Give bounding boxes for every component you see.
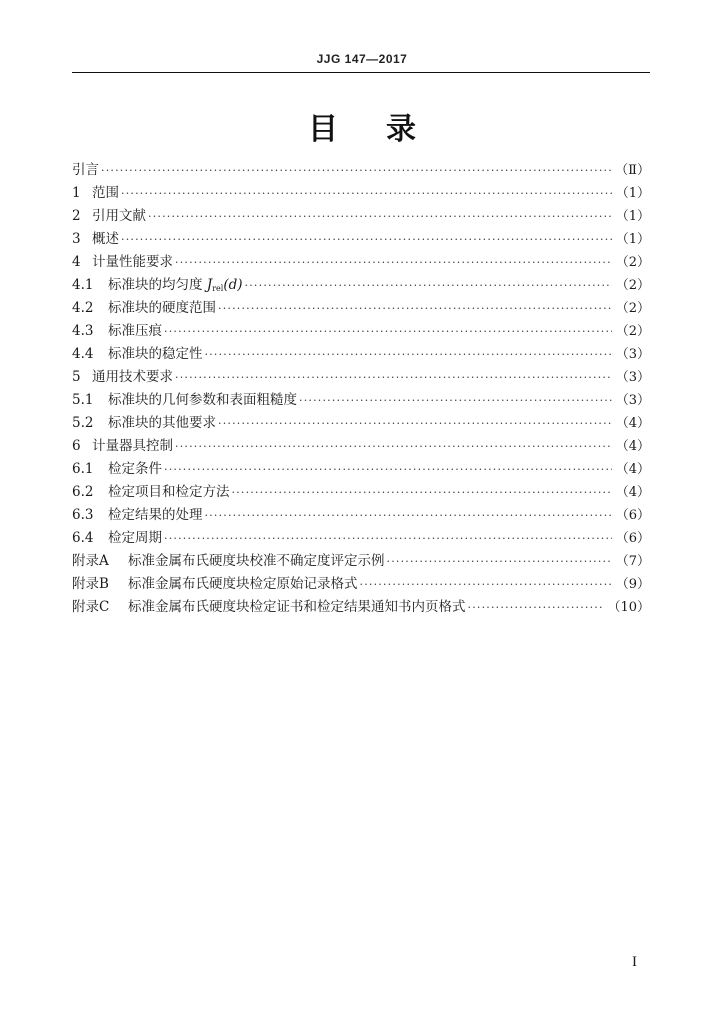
toc-entry-page: （1）	[615, 186, 650, 201]
toc-entry[interactable]	[72, 596, 650, 619]
toc-entry-page: （2）	[615, 255, 650, 270]
toc-entry-page: （Ⅱ）	[615, 163, 650, 178]
toc-entry-number: 6.2	[72, 484, 94, 500]
toc-entry-page: （6）	[615, 508, 650, 523]
toc-entry-title: 引言	[72, 162, 99, 178]
toc-entry-title: 检定周期	[108, 530, 162, 546]
toc-entry-number: 附录C	[72, 599, 110, 615]
dot-leader	[164, 320, 612, 343]
formula-subscript: rel	[212, 284, 224, 293]
toc-entry[interactable]	[72, 389, 650, 412]
dot-leader	[148, 205, 612, 228]
toc-entry-page: （3）	[615, 370, 650, 385]
toc-entry-page: （3）	[615, 347, 650, 362]
toc-entry-number: 6.3	[72, 507, 94, 523]
dot-leader	[205, 504, 612, 527]
formula-symbol: J	[206, 277, 213, 293]
toc-entry-page: （1）	[615, 232, 650, 247]
formula-argument: (d)	[223, 277, 243, 293]
toc-entry-page: （10）	[607, 600, 650, 615]
dot-leader	[101, 159, 611, 182]
toc-entry-title: 计量性能要求	[92, 254, 173, 270]
toc-entry[interactable]	[72, 550, 650, 573]
dot-leader	[121, 182, 612, 205]
toc-entry-page: （7）	[615, 554, 650, 569]
dot-leader	[218, 412, 612, 435]
toc-entry[interactable]	[72, 573, 650, 596]
toc-entry-number: 4.1	[72, 277, 94, 293]
toc-entry[interactable]	[72, 297, 650, 320]
toc-entry-number: 2	[72, 208, 81, 224]
toc-entry[interactable]	[72, 343, 650, 366]
toc-entry-number: 4.3	[72, 323, 94, 339]
toc-entry-number: 附录A	[72, 553, 109, 569]
header-divider	[72, 72, 650, 73]
toc-entry-page: （4）	[615, 439, 650, 454]
dot-leader	[121, 228, 612, 251]
standard-code-header: JJG 147—2017	[316, 52, 408, 66]
toc-entry-number: 4	[72, 254, 81, 270]
toc-entry-title: 检定结果的处理	[108, 507, 203, 523]
toc-entry-page: （9）	[615, 577, 650, 592]
dot-leader	[164, 527, 612, 550]
toc-entry-title: 范围	[92, 185, 119, 201]
toc-entry-number: 5	[72, 369, 81, 385]
title-char-2: 录	[386, 112, 416, 147]
toc-entry-title-text: 标准块的均匀度	[108, 277, 203, 293]
toc-entry-page: （4）	[615, 485, 650, 500]
dot-leader	[218, 297, 612, 320]
toc-entry-title: 计量器具控制	[92, 438, 173, 454]
toc-entry-number: 3	[72, 231, 81, 247]
toc-entry-number: 1	[72, 185, 81, 201]
page-number: I	[632, 954, 637, 970]
toc-entry-page: （1）	[615, 209, 650, 224]
toc-entry-number: 附录B	[72, 576, 109, 592]
dot-leader	[232, 481, 612, 504]
toc-entry-title: 标准块的几何参数和表面粗糙度	[108, 392, 297, 408]
dot-leader	[205, 343, 612, 366]
toc-entry-title: 概述	[92, 231, 119, 247]
page-title	[0, 104, 724, 148]
dot-leader	[175, 366, 612, 389]
toc-entry[interactable]	[72, 274, 650, 297]
toc-entry-number: 6	[72, 438, 81, 454]
toc-entry[interactable]	[72, 320, 650, 343]
toc-entry-number: 4.2	[72, 300, 94, 316]
toc-entry-page: （2）	[615, 324, 650, 339]
toc-entry-number: 4.4	[72, 346, 94, 362]
toc-entry-page: （6）	[615, 531, 650, 546]
toc-entry-page: （2）	[615, 301, 650, 316]
toc-entry-title: 标准压痕	[108, 323, 162, 339]
toc-entry-title: 检定项目和检定方法	[108, 484, 230, 500]
toc-entry-title: 标准块的硬度范围	[108, 300, 216, 316]
toc-entry-title: 检定条件	[108, 461, 162, 477]
toc-entry-page: （3）	[615, 393, 650, 408]
toc-entry[interactable]	[72, 527, 650, 550]
toc-entry[interactable]	[72, 228, 650, 251]
toc-entry[interactable]	[72, 205, 650, 228]
toc-entry-title: 通用技术要求	[92, 369, 173, 385]
toc-entry[interactable]	[72, 412, 650, 435]
toc-entry[interactable]	[72, 458, 650, 481]
toc-entry[interactable]	[72, 159, 650, 182]
toc-entry[interactable]	[72, 481, 650, 504]
toc-entry-number: 6.4	[72, 530, 94, 546]
toc-entry-page: （4）	[615, 462, 650, 477]
toc-entry-page: （2）	[615, 278, 650, 293]
dot-leader	[175, 251, 612, 274]
dot-leader	[468, 596, 604, 619]
toc-entry-page: （4）	[615, 416, 650, 431]
dot-leader	[245, 274, 612, 297]
title-char-1: 目	[308, 112, 338, 147]
toc-entry-title: 引用文献	[92, 208, 146, 224]
dot-leader	[164, 458, 612, 481]
toc-entry-number: 6.1	[72, 461, 94, 477]
toc-entry-title: 标准金属布氏硬度块检定原始记录格式	[128, 576, 358, 592]
toc-entry-title: 标准金属布氏硬度块检定证书和检定结果通知书内页格式	[128, 599, 466, 615]
dot-leader	[387, 550, 612, 573]
toc-entry[interactable]	[72, 182, 650, 205]
toc-entry-number: 5.2	[72, 415, 94, 431]
dot-leader	[175, 435, 612, 458]
dot-leader	[299, 389, 612, 412]
toc-entry[interactable]	[72, 504, 650, 527]
toc-entry-title: 标准块的稳定性	[108, 346, 203, 362]
toc-entry[interactable]	[72, 251, 650, 274]
table-of-contents	[72, 159, 650, 619]
toc-entry-title: 标准块的其他要求	[108, 415, 216, 431]
toc-entry[interactable]	[72, 366, 650, 389]
toc-entry-title: 标准金属布氏硬度块校准不确定度评定示例	[128, 553, 385, 569]
dot-leader	[360, 573, 612, 596]
toc-entry[interactable]	[72, 435, 650, 458]
toc-entry-number: 5.1	[72, 392, 94, 408]
